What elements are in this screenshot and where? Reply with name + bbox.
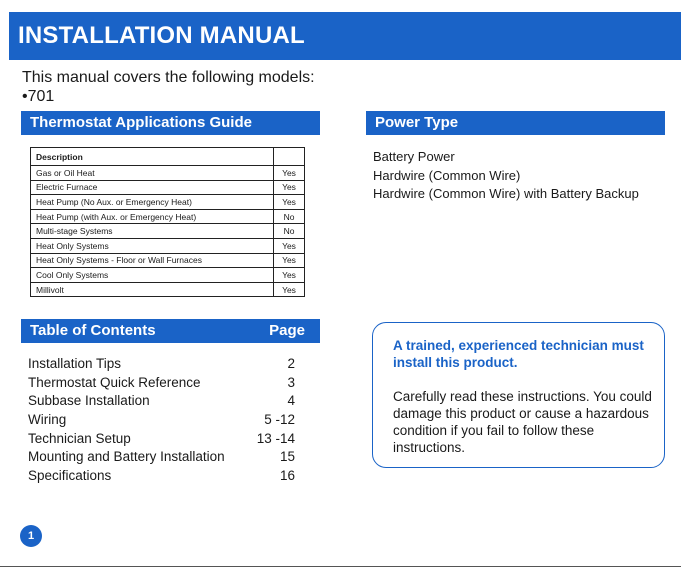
toc-item-label: Wiring: [28, 412, 67, 428]
intro: [22, 68, 315, 106]
row-description: Heat Only Systems: [31, 238, 274, 253]
row-description: Heat Only Systems - Floor or Wall Furnaces: [31, 253, 274, 268]
row-value: Yes: [274, 166, 305, 181]
value-column-header: [274, 148, 305, 166]
toc-item-label: Installation Tips: [28, 356, 122, 371]
toc-item[interactable]: [28, 430, 295, 449]
row-value: Yes: [274, 180, 305, 195]
table-header-row: [31, 148, 305, 166]
table-row: [31, 166, 305, 181]
toc-item[interactable]: [28, 355, 295, 374]
toc-item-label: Subbase Installation: [28, 393, 150, 409]
models-intro-text: This manual covers the following models:: [22, 69, 315, 86]
toc-item-page: 4: [287, 393, 295, 409]
row-description: Gas or Oil Heat: [31, 166, 274, 181]
table-row: [31, 268, 305, 283]
table-row: [31, 195, 305, 210]
technician-warning-box: [372, 322, 665, 468]
toc-item[interactable]: [28, 467, 295, 486]
power-type-item: Hardwire (Common Wire): [373, 167, 521, 183]
power-type-item: Hardwire (Common Wire) with Battery Backup: [373, 186, 639, 201]
toc-item[interactable]: [28, 374, 295, 393]
row-description: Multi-stage Systems: [31, 224, 274, 239]
row-value: Yes: [274, 253, 305, 268]
bottom-divider: [0, 566, 681, 567]
power-type-header: Power Type: [366, 111, 665, 135]
table-row: [31, 238, 305, 253]
toc-title: Table of Contents: [30, 322, 156, 339]
toc-item[interactable]: [28, 411, 295, 430]
toc-item-label: Mounting and Battery Installation: [28, 449, 225, 465]
warning-headline: A trained, experienced technician must install this product.: [393, 338, 644, 370]
table-row: [31, 180, 305, 195]
toc-item[interactable]: [28, 392, 295, 411]
toc-item-label: Specifications: [28, 468, 112, 484]
row-description: Electric Furnace: [31, 180, 274, 195]
power-type-list: [373, 148, 639, 204]
toc-item-page: 3: [287, 374, 295, 390]
warning-body: Carefully read these instructions. You could damage this product or cause a hazardous condition if you fail to follow these instructions.: [393, 389, 652, 455]
table-of-contents: [28, 355, 295, 486]
row-description: Heat Pump (with Aux. or Emergency Heat): [31, 209, 274, 224]
toc-item-page: 16: [279, 468, 295, 484]
row-description: Cool Only Systems: [31, 268, 274, 283]
table-row: [31, 209, 305, 224]
description-column-header: Description: [31, 148, 274, 166]
toc-item-page: 13 -14: [256, 430, 295, 446]
toc-item-page: 5 -12: [264, 412, 295, 428]
toc-item[interactable]: [28, 448, 295, 467]
row-description: Millivolt: [31, 282, 274, 297]
row-value: No: [274, 224, 305, 239]
table-row: [31, 253, 305, 268]
model-number: •701: [22, 88, 55, 105]
applications-table: [30, 147, 305, 297]
toc-item-label: Technician Setup: [28, 430, 131, 446]
toc-item-label: Thermostat Quick Reference: [28, 374, 201, 390]
table-row: [31, 282, 305, 297]
row-value: No: [274, 209, 305, 224]
row-value: Yes: [274, 282, 305, 297]
page-number-badge: 1: [20, 525, 42, 547]
applications-guide-header: Thermostat Applications Guide: [21, 111, 320, 135]
toc-header: [21, 319, 320, 343]
table-row: [31, 224, 305, 239]
row-value: Yes: [274, 238, 305, 253]
row-description: Heat Pump (No Aux. or Emergency Heat): [31, 195, 274, 210]
row-value: Yes: [274, 195, 305, 210]
power-type-item: Battery Power: [373, 149, 455, 164]
page-title: INSTALLATION MANUAL: [18, 22, 305, 49]
toc-item-page: 2: [287, 356, 295, 371]
toc-item-page: 15: [279, 449, 295, 465]
toc-page-label: Page: [269, 322, 305, 339]
row-value: Yes: [274, 268, 305, 283]
